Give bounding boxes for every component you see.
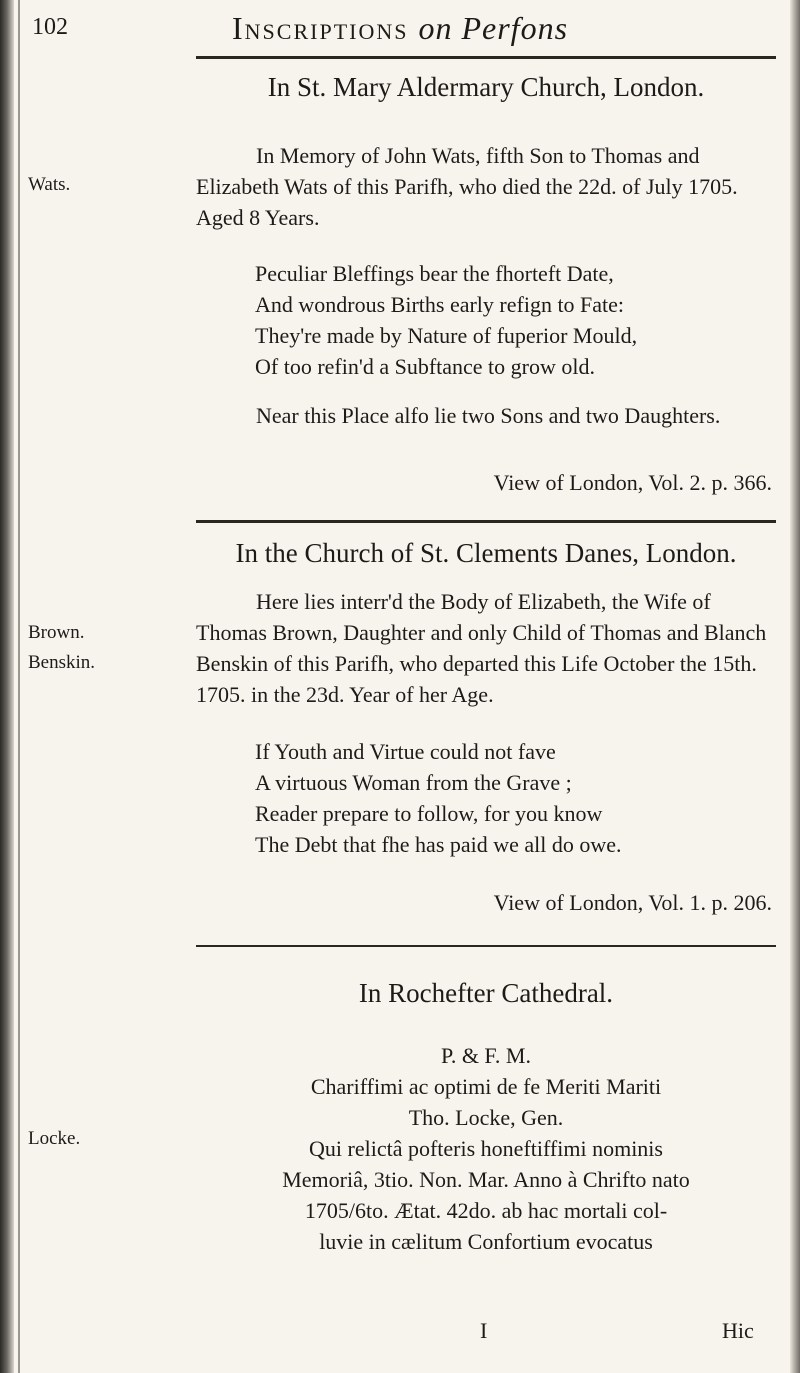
section-title: In St. Mary Aldermary Church, London.	[267, 72, 705, 102]
verse-line: They're made by Nature of fuperior Mould,	[255, 323, 638, 348]
inscription-note: Near this Place alfo lie two Sons and two Daughters.	[256, 403, 721, 428]
latin-line: Chariffimi ac optimi de fe Meriti Mariti	[310, 1074, 662, 1099]
page-binding-shadow	[0, 0, 14, 1373]
section-rule	[196, 945, 776, 947]
verse-line: Reader prepare to follow, for you know	[255, 801, 603, 826]
verse-line: A virtuous Woman from the Grave ;	[255, 770, 572, 795]
running-head	[32, 10, 792, 50]
running-title-caps: Inscriptions	[232, 10, 409, 46]
inscription-prose: In Memory of John Wats, fifth Son to Thomas and Elizabeth Wats of this Parifh, who died the 22d. of July 1705. Aged 8 Years.	[196, 143, 738, 230]
signature-mark: I	[480, 1318, 488, 1343]
latin-line: Qui relictâ pofteris honeftiffimi nominis	[309, 1136, 663, 1161]
verse-line: Of too refin'd a Subftance to grow old.	[255, 354, 595, 379]
latin-line: luvie in cælitum Confortium evocatus	[319, 1229, 653, 1254]
verse-line: And wondrous Births early refign to Fate:	[255, 292, 625, 317]
verse-line: If Youth and Virtue could not fave	[255, 739, 556, 764]
verse-line: The Debt that fhe has paid we all do owe.	[255, 832, 622, 857]
header-rule	[196, 56, 776, 59]
latin-line: Memoriâ, 3tio. Non. Mar. Anno à Chrifto nato	[282, 1167, 690, 1192]
source-citation: View of London, Vol. 1. p. 206.	[493, 890, 772, 915]
section-rule	[196, 520, 776, 523]
margin-name: Benskin.	[28, 652, 96, 673]
margin-name: Locke.	[28, 1128, 81, 1149]
section-title: In the Church of St. Clements Danes, London.	[235, 538, 737, 568]
source-citation: View of London, Vol. 2. p. 366.	[493, 470, 772, 495]
latin-inscription	[196, 1040, 776, 1257]
catchword: Hic	[722, 1318, 754, 1343]
section-title: In Rochefter Cathedral.	[358, 978, 614, 1008]
latin-line: P. & F. M.	[441, 1043, 531, 1068]
running-title-italic: on Perfons	[418, 10, 569, 46]
margin-name: Brown.	[28, 622, 85, 643]
binding-crease	[18, 0, 20, 1373]
epitaph-verse	[255, 736, 785, 860]
page-number: 102	[32, 14, 68, 40]
epitaph-verse	[255, 258, 785, 382]
latin-line: Tho. Locke, Gen.	[408, 1105, 564, 1130]
verse-line: Peculiar Bleffings bear the fhorteft Date,	[255, 261, 614, 286]
page-edge-shadow	[790, 0, 800, 1373]
inscription-prose: Here lies interr'd the Body of Elizabeth, the Wife of Thomas Brown, Daughter and only Child of Thomas and Blanch Benskin of this Parifh, who departed this Life October the 15th. 1705. in the 23d. Year of her Age.	[196, 589, 767, 707]
latin-line: 1705/6to. Ætat. 42do. ab hac mortali col-	[304, 1198, 668, 1223]
running-title	[232, 10, 568, 47]
margin-name: Wats.	[28, 174, 71, 195]
